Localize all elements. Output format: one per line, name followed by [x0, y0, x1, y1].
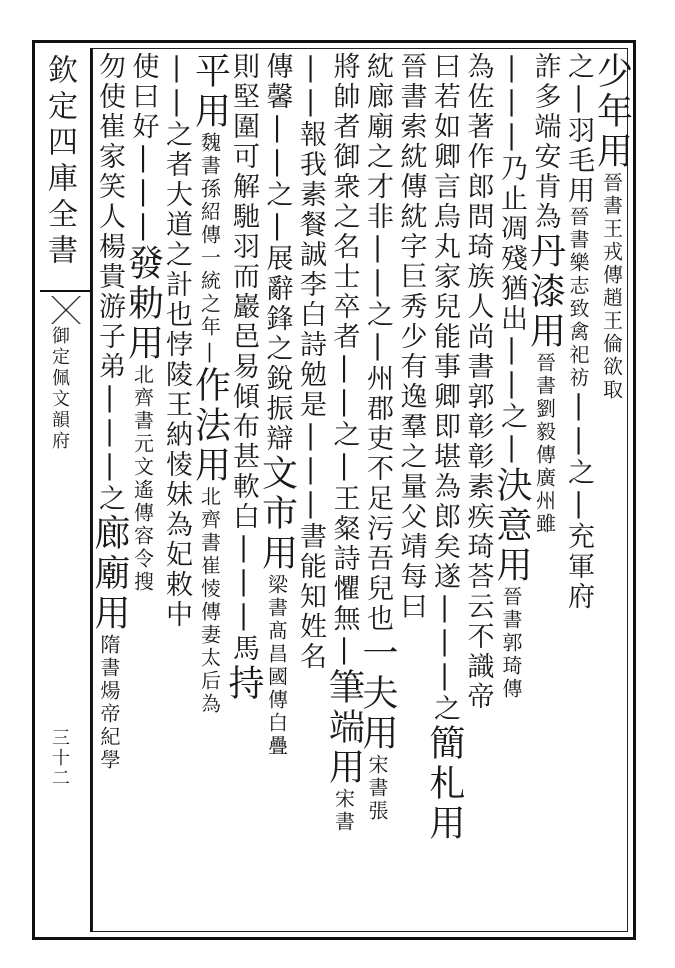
- body-text: 曰若如卿言烏丸家兒能事卿即堪為郎矣遂|||之: [429, 52, 460, 724]
- body-text: 之|羽毛用: [563, 52, 594, 206]
- body-text: ||之者大道之計也: [161, 52, 192, 330]
- headword: 簡札用: [424, 724, 465, 844]
- text-column: [86, 52, 132, 928]
- headword: 一夫用: [357, 634, 398, 754]
- book-title: 欽定四庫全書: [42, 54, 77, 270]
- page-number: 三十二: [49, 728, 70, 788]
- headword: 廊廟用: [89, 514, 130, 634]
- body-text: 傳馨||之|展辭鋒之銳振辯: [261, 52, 293, 454]
- body-text: 布甚軟白|||馬: [228, 412, 259, 664]
- headword: 文市用: [256, 454, 298, 574]
- headword: 決意用: [491, 466, 532, 586]
- headword: 持: [223, 664, 264, 704]
- body-text: 凋殘猶出||之|: [496, 214, 527, 466]
- body-text: ||之|充軍府: [563, 390, 594, 612]
- annotation: 北齊書崔㥄傳妻太后為: [197, 486, 222, 716]
- annotation: 梁書髙昌國傳白疊: [264, 574, 289, 758]
- body-text: 悖陵王納㥄妹為妃敕中: [161, 330, 192, 630]
- headword: 平用: [189, 52, 231, 132]
- annotation: 晉書郭琦傳: [499, 586, 523, 701]
- annotation: 隋書煬帝紀學: [97, 634, 121, 772]
- body-text: 使曰好|||: [127, 52, 159, 244]
- body-text: 將帥者御衆之名士卒者||之|王粲詩懼無|: [328, 52, 360, 668]
- annotation: 晉書王戎傳趙王倫欲取: [599, 172, 624, 402]
- fishtail-ornament: [40, 296, 92, 324]
- body-text: 紞廊廟之才非||之|州郡吏不足污吾兒也: [362, 52, 393, 634]
- body-text: 則堅圍可解馳羽而巖邑易傾: [228, 52, 259, 412]
- body-text: 詐多端安肯為: [529, 52, 561, 232]
- annotation: 魏書孫紹傳一統之年|: [197, 132, 222, 366]
- headword: 作法用: [189, 366, 231, 486]
- body-text: 楊貴游子弟|||之: [94, 232, 125, 514]
- body-text: |||乃止: [496, 52, 527, 214]
- body-text: 晉書索紞傳紞字巨秀少有逸羣之量父靖每曰: [395, 52, 427, 622]
- sub-title: 御定佩文韻府: [49, 326, 70, 452]
- headword: 丹漆用: [524, 232, 566, 352]
- annotation: 宋書張: [365, 754, 389, 823]
- headword: 發勅用: [122, 244, 164, 364]
- headword: 筆端用: [323, 668, 365, 788]
- body-text: 勿使崔家笑人: [94, 52, 125, 232]
- annotation: 晉書樂志致禽祀祊: [566, 206, 590, 390]
- annotation: 宋書: [331, 788, 356, 834]
- body-text: 為佐著作郎問琦族人尚書郭彰彰素疾琦荅云不識帝: [462, 52, 494, 712]
- annotation: 晉書劉毅傳廣州雖: [532, 352, 557, 536]
- body-text: ||報我素餐誠李白詩勉是|||書能知姓名: [295, 52, 326, 672]
- annotation: 北齊書元文遙傳容令搜: [130, 364, 155, 594]
- margin-divider: [40, 290, 92, 292]
- headword: 少年用: [591, 52, 633, 172]
